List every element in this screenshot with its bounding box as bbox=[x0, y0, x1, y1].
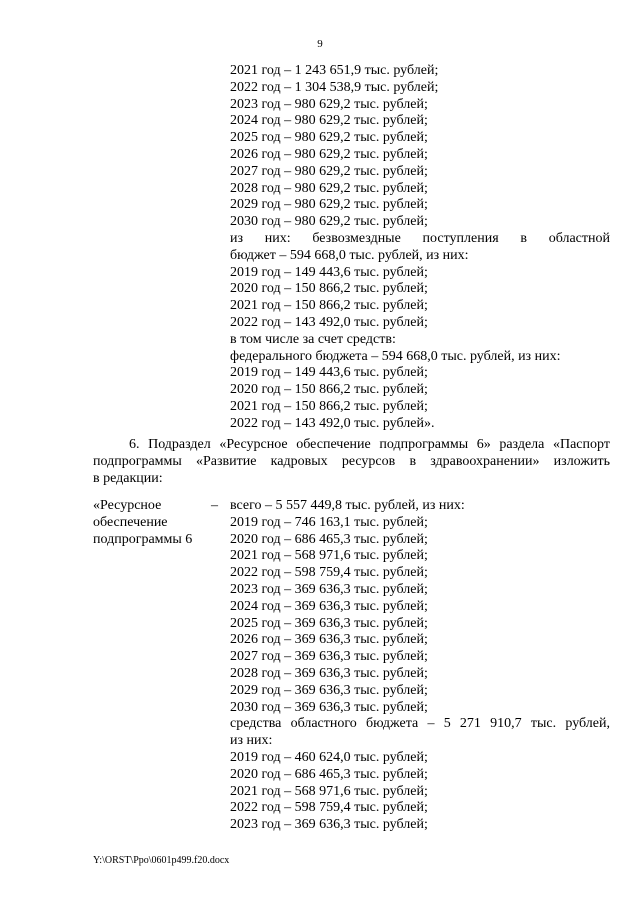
word: рублей, bbox=[565, 716, 610, 732]
funding-line: 2021 год – 568 971,6 тыс. рублей; bbox=[230, 548, 428, 564]
resource-label-line: «Ресурсное bbox=[93, 498, 162, 513]
word: ресурсов bbox=[341, 453, 396, 469]
funding-line: 2020 год – 150 866,2 тыс. рублей; bbox=[230, 281, 428, 297]
funding-line: федерального бюджета – 594 668,0 тыс. рублей, из них: bbox=[230, 348, 561, 364]
word: кадровых bbox=[270, 453, 328, 469]
funding-line: 2025 год – 980 629,2 тыс. рублей; bbox=[230, 130, 428, 146]
word: здравоохранении» bbox=[430, 453, 540, 469]
word: 5 bbox=[443, 716, 451, 732]
funding-line: 2022 год – 1 304 538,9 тыс. рублей; bbox=[230, 79, 439, 95]
funding-line: 2026 год – 980 629,2 тыс. рублей; bbox=[230, 146, 428, 162]
word: 6» bbox=[476, 437, 491, 452]
funding-line: 2019 год – 746 163,1 тыс. рублей; bbox=[230, 514, 428, 530]
resource-label-line: подпрограммы 6 bbox=[93, 531, 193, 547]
paragraph-line-3: в редакции: bbox=[93, 470, 163, 486]
word: 271 bbox=[459, 716, 481, 732]
funding-line: 2023 год – 980 629,2 тыс. рублей; bbox=[230, 96, 428, 112]
funding-line: 2020 год – 686 465,3 тыс. рублей; bbox=[230, 531, 428, 547]
word: тыс. bbox=[530, 716, 557, 732]
funding-line: всего – 5 557 449,8 тыс. рублей, из них: bbox=[230, 498, 465, 513]
word: средства bbox=[230, 716, 282, 732]
word: Подраздел bbox=[148, 437, 211, 452]
funding-lines-group-b bbox=[230, 248, 610, 433]
funding-line: 2029 год – 369 636,3 тыс. рублей; bbox=[230, 682, 428, 698]
funding-line: 2021 год – 150 866,2 тыс. рублей; bbox=[230, 298, 428, 314]
funding-line: 2021 год – 1 243 651,9 тыс. рублей; bbox=[230, 63, 439, 78]
word: обеспечение bbox=[296, 437, 371, 452]
paragraph-line-2 bbox=[93, 454, 610, 471]
word: – bbox=[427, 716, 435, 732]
regional-budget-line bbox=[230, 716, 610, 733]
funding-list-top bbox=[230, 63, 610, 433]
funding-lines-group-a bbox=[230, 63, 610, 231]
paragraph-line-1 bbox=[93, 437, 610, 454]
word: в bbox=[409, 453, 417, 469]
word: раздела bbox=[499, 437, 545, 452]
page-number: 9 bbox=[317, 38, 323, 50]
funding-line: 2029 год – 980 629,2 тыс. рублей; bbox=[230, 197, 428, 213]
word: в bbox=[520, 230, 527, 246]
funding-line: 2023 год – 369 636,3 тыс. рублей; bbox=[230, 581, 428, 597]
funding-line: 2028 год – 369 636,3 тыс. рублей; bbox=[230, 665, 428, 681]
funding-line: 2024 год – 369 636,3 тыс. рублей; bbox=[230, 598, 428, 614]
funding-line: 2020 год – 686 465,3 тыс. рублей; bbox=[230, 766, 428, 782]
funding-line: 2026 год – 369 636,3 тыс. рублей; bbox=[230, 632, 428, 648]
total-funding-lines bbox=[230, 498, 610, 716]
resource-label-line: обеспечение bbox=[93, 514, 168, 530]
funding-line: 2019 год – 149 443,6 тыс. рублей; bbox=[230, 264, 428, 280]
funding-line: 2025 год – 369 636,3 тыс. рублей; bbox=[230, 615, 428, 631]
free-receipts-line bbox=[230, 231, 610, 248]
word: 910,7 bbox=[490, 716, 522, 732]
funding-line: 2027 год – 980 629,2 тыс. рублей; bbox=[230, 163, 428, 179]
word: из bbox=[230, 230, 244, 246]
word: изложить bbox=[553, 453, 610, 469]
word: «Паспорт bbox=[552, 437, 610, 452]
word: «Ресурсное bbox=[219, 437, 288, 452]
funding-line: 2019 год – 460 624,0 тыс. рублей; bbox=[230, 749, 428, 765]
funding-line: 2027 год – 369 636,3 тыс. рублей; bbox=[230, 649, 428, 665]
funding-line: 2030 год – 980 629,2 тыс. рублей; bbox=[230, 214, 428, 230]
funding-line: 2023 год – 369 636,3 тыс. рублей; bbox=[230, 817, 428, 833]
funding-line: 2022 год – 143 492,0 тыс. рублей; bbox=[230, 314, 428, 330]
word: 6. bbox=[129, 437, 140, 452]
funding-line: 2022 год – 598 759,4 тыс. рублей; bbox=[230, 800, 428, 816]
word: поступления bbox=[422, 230, 499, 246]
word: безвозмездные bbox=[312, 230, 401, 246]
funding-line: бюджет – 594 668,0 тыс. рублей, из них: bbox=[230, 247, 469, 263]
word: бюджета bbox=[366, 716, 419, 732]
funding-line: 2020 год – 150 866,2 тыс. рублей; bbox=[230, 382, 428, 398]
funding-line: 2030 год – 369 636,3 тыс. рублей; bbox=[230, 699, 428, 715]
funding-line: в том числе за счет средств: bbox=[230, 331, 396, 347]
funding-line: 2019 год – 149 443,6 тыс. рублей; bbox=[230, 365, 428, 381]
funding-line: 2021 год – 568 971,6 тыс. рублей; bbox=[230, 783, 428, 799]
word: подпрограммы bbox=[93, 453, 182, 469]
resource-value-column bbox=[230, 498, 610, 834]
word: «Развитие bbox=[196, 453, 257, 469]
word: подпрограммы bbox=[379, 437, 469, 452]
funding-line: 2022 год – 598 759,4 тыс. рублей; bbox=[230, 565, 428, 581]
funding-line: 2021 год – 150 866,2 тыс. рублей; bbox=[230, 398, 428, 414]
funding-line: из них: bbox=[230, 733, 273, 749]
word: них: bbox=[264, 230, 291, 246]
label-dash: – bbox=[211, 498, 218, 513]
regional-funding-lines bbox=[230, 733, 610, 834]
funding-line: 2024 год – 980 629,2 тыс. рублей; bbox=[230, 113, 428, 129]
resource-label-column bbox=[93, 498, 228, 548]
word: областной bbox=[548, 230, 610, 246]
funding-line: 2028 год – 980 629,2 тыс. рублей; bbox=[230, 180, 428, 196]
word: областного bbox=[290, 716, 357, 732]
file-path-footer: Y:\ORST\Ppo\0601p499.f20.docx bbox=[93, 855, 230, 866]
section-6-paragraph bbox=[93, 437, 610, 487]
funding-line: 2022 год – 143 492,0 тыс. рублей». bbox=[230, 415, 435, 431]
